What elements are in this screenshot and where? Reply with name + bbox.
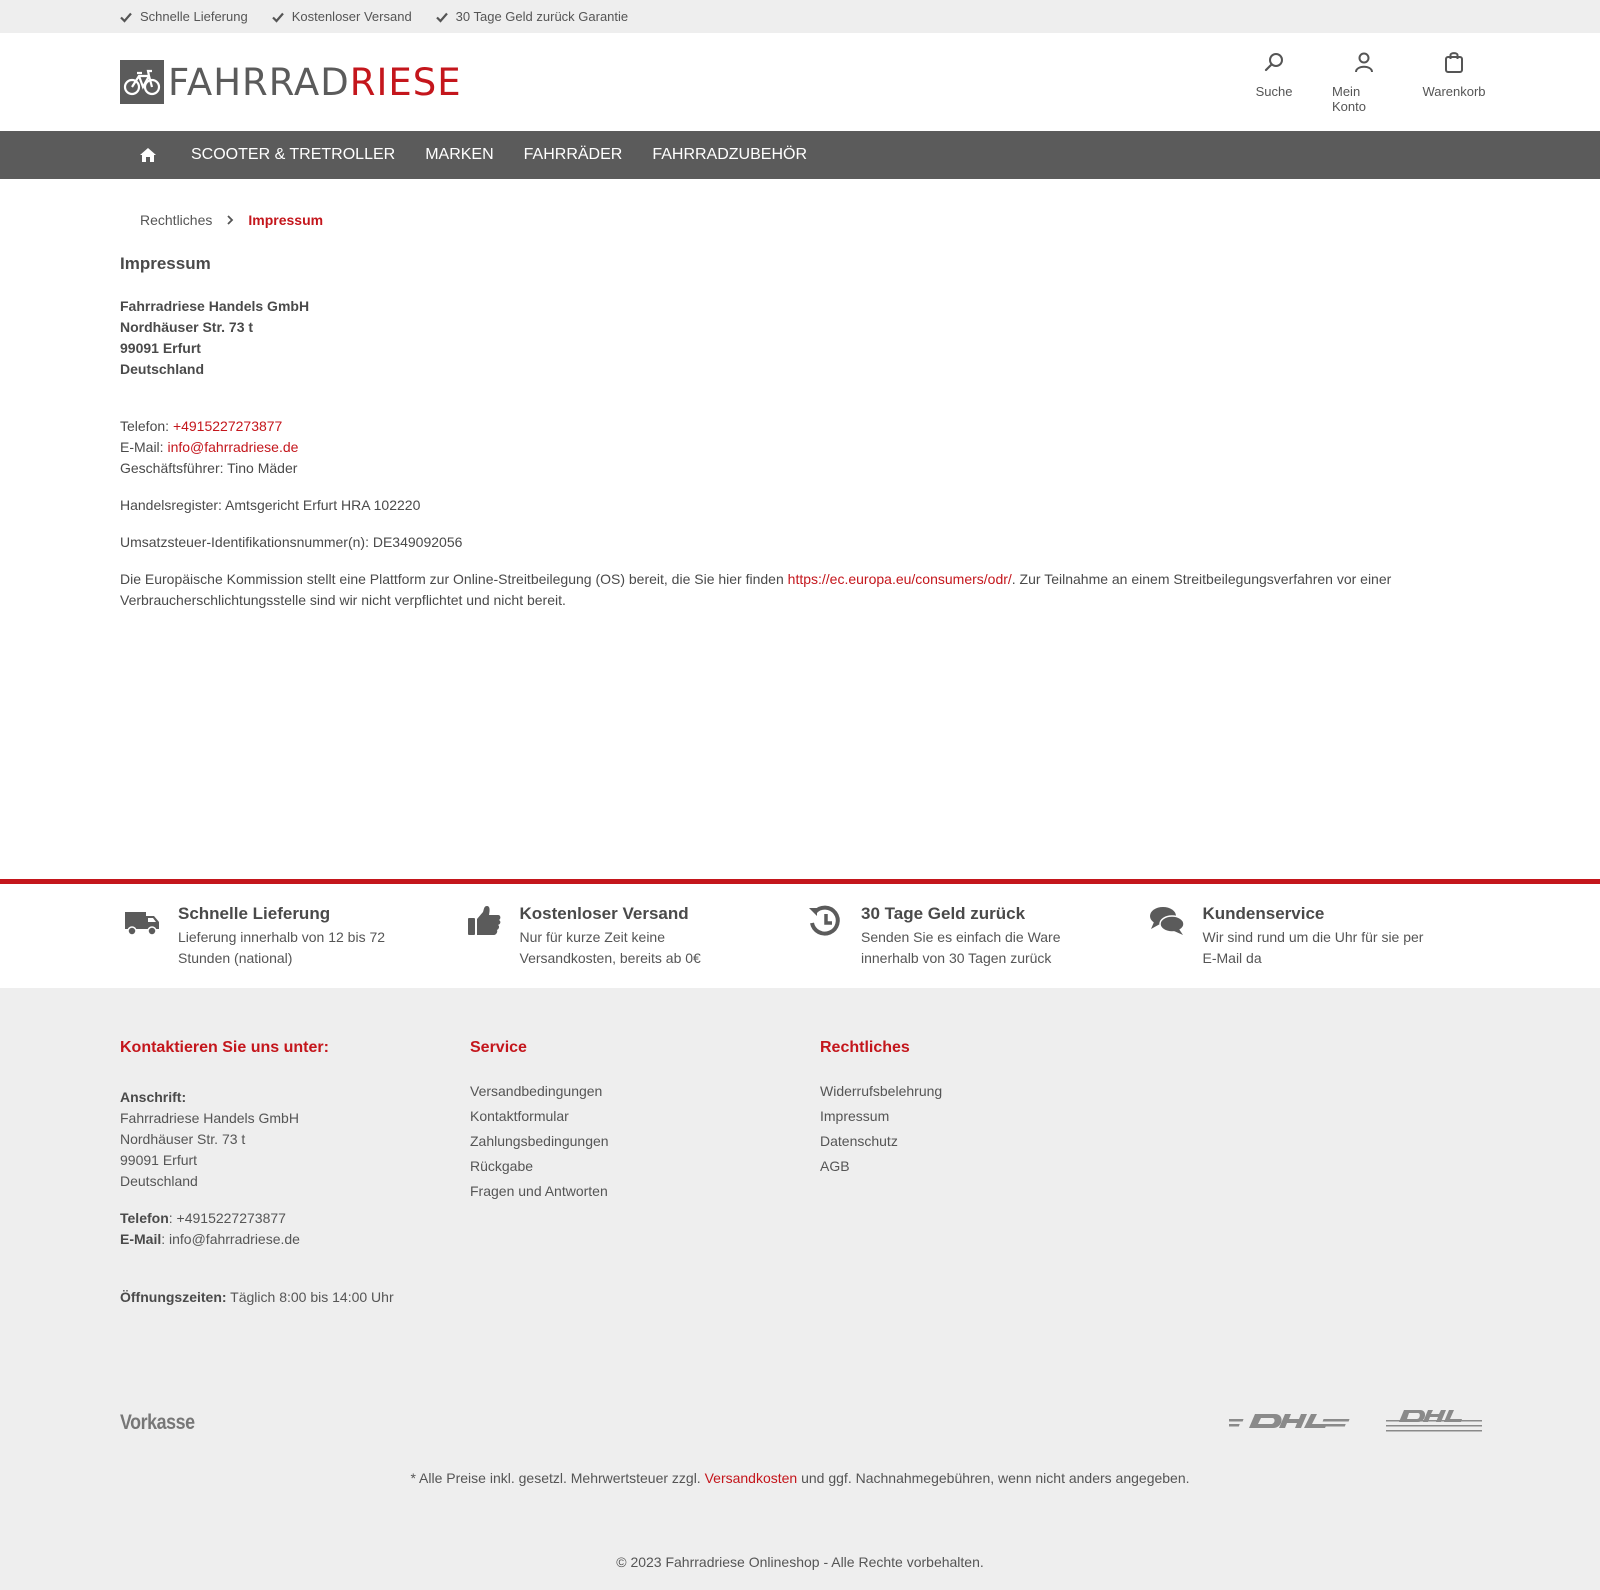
cart-label: Warenkorb [1422, 84, 1486, 99]
feature-item [462, 904, 804, 969]
contact-block [120, 416, 1486, 479]
top-usp-bar [0, 0, 1600, 33]
feature-title: 30 Tage Geld zurück [861, 904, 1026, 923]
feature-desc-line: Lieferung innerhalb von 12 bis 72 [178, 929, 386, 945]
feature-title: Kostenloser Versand [519, 904, 689, 923]
odr-text-part1: Die Europäische Kommission stellt eine Plattform zur Online-Streitbeilegung (OS) bereit, die Sie hier finden [120, 571, 788, 587]
nav-item-zubehoer[interactable]: FAHRRADZUBEHÖR [652, 146, 808, 163]
email-label: E-Mail: [120, 439, 168, 455]
opening-hours: Täglich 8:00 bis 14:00 Uhr [226, 1289, 394, 1305]
footer-link-impressum[interactable]: Impressum [820, 1108, 890, 1124]
ceo-text: Geschäftsführer: Tino Mäder [120, 460, 298, 476]
history-icon [803, 904, 847, 938]
odr-link[interactable]: https://ec.europa.eu/consumers/odr/ [787, 571, 1012, 587]
footer-link-faq[interactable]: Fragen und Antworten [470, 1183, 608, 1199]
main-navigation [0, 131, 1600, 179]
shopping-bag-icon [1442, 50, 1466, 74]
footer-link-agb[interactable]: AGB [820, 1158, 850, 1174]
footer-contact [120, 1039, 470, 1308]
shipping-costs-link[interactable]: Versandkosten [704, 1470, 798, 1486]
breadcrumb [120, 212, 1486, 228]
vat-text-part2: und ggf. Nachnahmegebühren, wenn nicht anders angegeben. [797, 1470, 1190, 1486]
feature-desc-line: Nur für kurze Zeit keine [519, 929, 665, 945]
usp-item [436, 9, 628, 24]
nav-item-fahrraeder[interactable]: FAHRRÄDER [523, 146, 623, 163]
phone-link[interactable]: +4915227273877 [172, 418, 283, 434]
logo-text-part1: FAHRRAD [168, 60, 350, 104]
breadcrumb-impressum[interactable]: Impressum [248, 212, 324, 228]
footer-address-line: Fahrradriese Handels GmbH [120, 1110, 299, 1126]
feature-desc [178, 927, 385, 969]
footer-email: : info@fahrradriese.de [161, 1231, 300, 1247]
nav-item-scooter[interactable]: SCOOTER & TRETROLLER [191, 146, 396, 163]
feature-item [1145, 904, 1487, 969]
address-label: Anschrift: [120, 1089, 187, 1105]
footer-link-kontaktformular[interactable]: Kontaktformular [470, 1108, 569, 1124]
footer-link-datenschutz[interactable]: Datenschutz [820, 1133, 898, 1149]
register-text: Handelsregister: Amtsgericht Erfurt HRA 102220 [120, 497, 421, 513]
footer-legal [820, 1039, 1170, 1308]
feature-desc-line: innerhalb von 30 Tagen zurück [861, 950, 1052, 966]
feature-desc-line: Stunden (national) [178, 950, 293, 966]
usp-item [120, 9, 248, 24]
user-icon [1352, 50, 1376, 74]
thumbs-up-icon [462, 904, 506, 938]
footer-contact-title: Kontaktieren Sie uns unter: [120, 1039, 329, 1056]
footer-service [470, 1039, 820, 1308]
search-icon [1262, 50, 1286, 74]
footer-address-line: Nordhäuser Str. 73 t [120, 1131, 246, 1147]
footer-link-versandbedingungen[interactable]: Versandbedingungen [470, 1083, 603, 1099]
footer-address-line: 99091 Erfurt [120, 1152, 198, 1168]
footer-address-line: Deutschland [120, 1173, 198, 1189]
logo-text-part2: RIESE [349, 60, 462, 104]
chevron-right-icon [226, 212, 234, 228]
check-icon [272, 11, 284, 23]
feature-desc [861, 927, 1061, 969]
footer-legal-title: Rechtliches [820, 1039, 910, 1056]
company-address [120, 296, 1486, 380]
search-button[interactable] [1242, 50, 1306, 114]
check-icon [436, 11, 448, 23]
address-line: Deutschland [120, 361, 205, 377]
address-line: Fahrradriese Handels GmbH [120, 298, 310, 314]
payment-vorkasse: Vorkasse [120, 1411, 195, 1434]
dhl-logo-icon [1229, 1404, 1355, 1440]
address-line: 99091 Erfurt [120, 340, 201, 356]
account-button[interactable] [1332, 50, 1396, 114]
opening-hours-label: Öffnungszeiten: [120, 1289, 227, 1305]
cart-button[interactable] [1422, 50, 1486, 114]
feature-desc [520, 927, 701, 969]
feature-item [120, 904, 462, 969]
payment-shipping-row [120, 1404, 1486, 1444]
check-icon [120, 11, 132, 23]
bicycle-icon [120, 60, 164, 104]
footer-email-label: E-Mail [120, 1231, 162, 1247]
odr-text-part2: . Zur Teilnahme an einem Streitbeilegungsverfahren vor einer Verbraucherschlichtungsstelle sind wir nicht verpflichtet und nicht bereit. [120, 571, 1392, 608]
footer-link-rueckgabe[interactable]: Rückgabe [470, 1158, 534, 1174]
odr-text [120, 569, 1486, 611]
feature-desc [1203, 927, 1424, 969]
feature-title: Kundenservice [1202, 904, 1325, 923]
account-label: Mein Konto [1332, 84, 1366, 114]
site-footer [0, 988, 1600, 1590]
usp-label: Kostenloser Versand [291, 9, 412, 24]
feature-bar [0, 879, 1600, 988]
site-logo[interactable] [120, 60, 462, 104]
truck-icon [120, 904, 164, 938]
site-header [0, 33, 1600, 131]
feature-desc-line: Wir sind rund um die Uhr für sie per [1202, 929, 1424, 945]
dhl-express-logo-icon [1386, 1404, 1482, 1440]
feature-title: Schnelle Lieferung [178, 904, 331, 923]
phone-label: Telefon: [120, 418, 173, 434]
vat-text-part1: * Alle Preise inkl. gesetzl. Mehrwertsteuer zzgl. [410, 1470, 705, 1486]
chat-icon [1145, 904, 1189, 938]
footer-service-title: Service [470, 1039, 527, 1056]
footer-phone-label: Telefon [120, 1210, 169, 1226]
usp-label: 30 Tage Geld zurück Garantie [455, 9, 629, 24]
usp-item [272, 9, 412, 24]
home-link[interactable] [120, 147, 176, 163]
feature-desc-line: Senden Sie es einfach die Ware [861, 929, 1061, 945]
feature-desc-line: Versandkosten, bereits ab 0€ [519, 950, 701, 966]
email-link[interactable]: info@fahrradriese.de [167, 439, 299, 455]
logo-text [168, 61, 462, 104]
breadcrumb-rechtliches[interactable]: Rechtliches [140, 212, 213, 228]
copyright: © 2023 Fahrradriese Onlineshop - Alle Rechte vorbehalten. [616, 1554, 984, 1570]
feature-item [803, 904, 1145, 969]
footer-phone: : +4915227273877 [168, 1210, 286, 1226]
search-label: Suche [1255, 84, 1293, 99]
vat-id-text: Umsatzsteuer-Identifikationsnummer(n): DE349092056 [120, 534, 463, 550]
usp-label: Schnelle Lieferung [140, 9, 248, 24]
impressum-content [120, 254, 1486, 611]
footer-link-widerruf[interactable]: Widerrufsbelehrung [820, 1083, 943, 1099]
address-line: Nordhäuser Str. 73 t [120, 319, 254, 335]
footer-link-zahlungsbedingungen[interactable]: Zahlungsbedingungen [470, 1133, 609, 1149]
vat-notice [0, 1470, 1600, 1486]
feature-desc-line: E-Mail da [1202, 950, 1262, 966]
home-icon [139, 147, 157, 163]
nav-item-marken[interactable]: MARKEN [425, 146, 494, 163]
page-title: Impressum [120, 254, 211, 273]
